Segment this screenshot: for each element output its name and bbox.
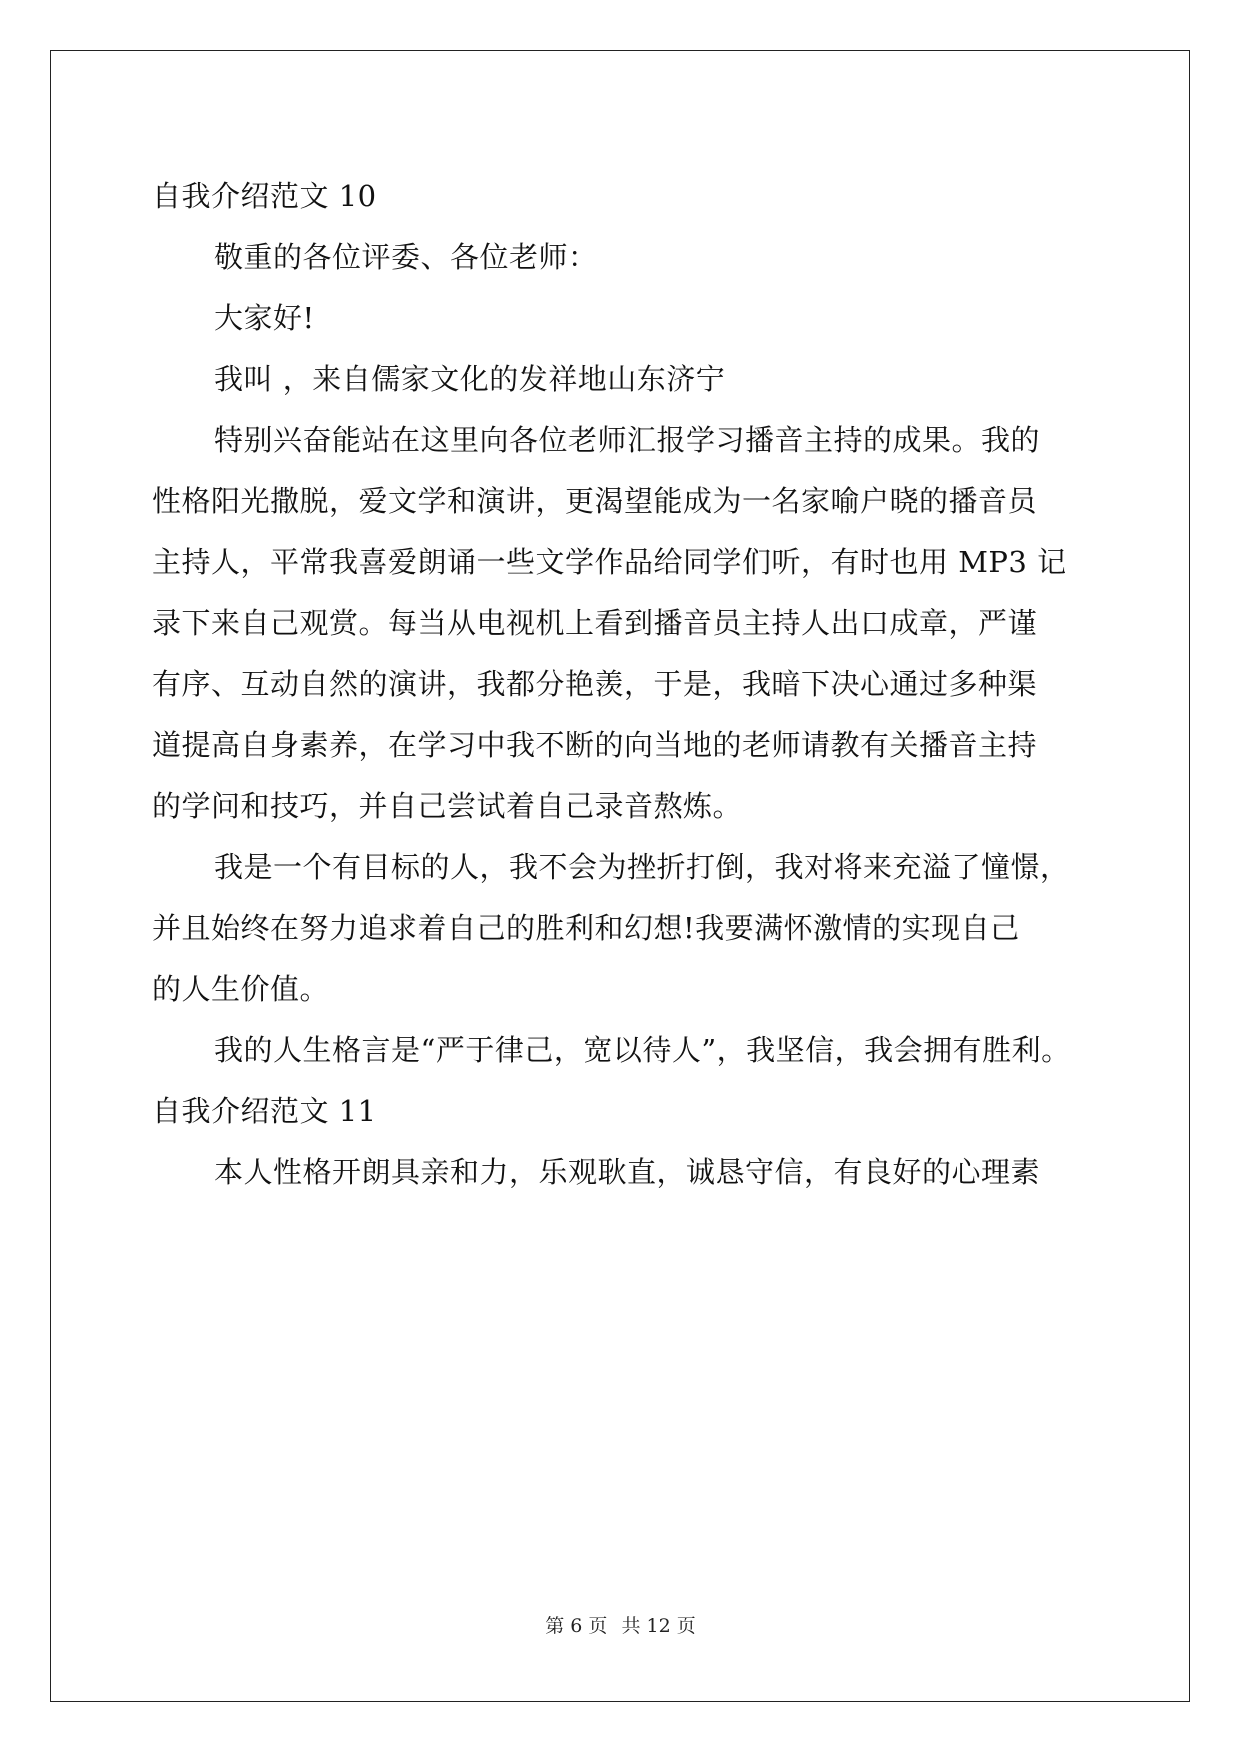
paragraph-line: 道提高自身素养，在学习中我不断的向当地的老师请教有关播音主持 (152, 728, 1038, 762)
paragraph-line: 并且始终在努力追求着自己的胜利和幻想!我要满怀激情的实现自己 (152, 911, 1020, 945)
paragraph-line: 我是一个有目标的人，我不会为挫折打倒，我对将来充溢了憧憬， (214, 850, 1070, 884)
section-heading-11: 自我介绍范文 11 (152, 1094, 377, 1128)
intro-line: 我叫 ，来自儒家文化的发祥地山东济宁 (214, 362, 726, 396)
paragraph-line: 的人生价值。 (152, 972, 330, 1006)
page-number: 第 6 页 (545, 1615, 608, 1637)
total-pages: 共 12 页 (621, 1615, 696, 1637)
paragraph-line: 性格阳光撒脱，爱文学和演讲，更渴望能成为一名家喻户晓的播音员 (152, 484, 1038, 518)
paragraph-line: 录下来自己观赏。每当从电视机上看到播音员主持人出口成章，严谨 (152, 606, 1038, 640)
paragraph-line: 有序、互动自然的演讲，我都分艳羡，于是，我暗下决心通过多种渠 (152, 667, 1038, 701)
greeting: 大家好! (214, 301, 315, 335)
page-footer (0, 1611, 1241, 1638)
paragraph-line: 特别兴奋能站在这里向各位老师汇报学习播音主持的成果。我的 (214, 423, 1041, 457)
paragraph-line: 本人性格开朗具亲和力，乐观耿直，诚恳守信，有良好的心理素 (214, 1155, 1041, 1189)
salutation: 敬重的各位评委、各位老师： (214, 240, 598, 274)
motto-line: 我的人生格言是“严于律己，宽以待人”，我坚信，我会拥有胜利。 (214, 1033, 1071, 1067)
document-body (152, 166, 1092, 1203)
paragraph-line: 主持人，平常我喜爱朗诵一些文学作品给同学们听，有时也用 MP3 记 (152, 545, 1067, 579)
section-heading-10: 自我介绍范文 10 (152, 179, 377, 213)
paragraph-line: 的学问和技巧，并自己尝试着自己录音熬炼。 (152, 789, 743, 823)
